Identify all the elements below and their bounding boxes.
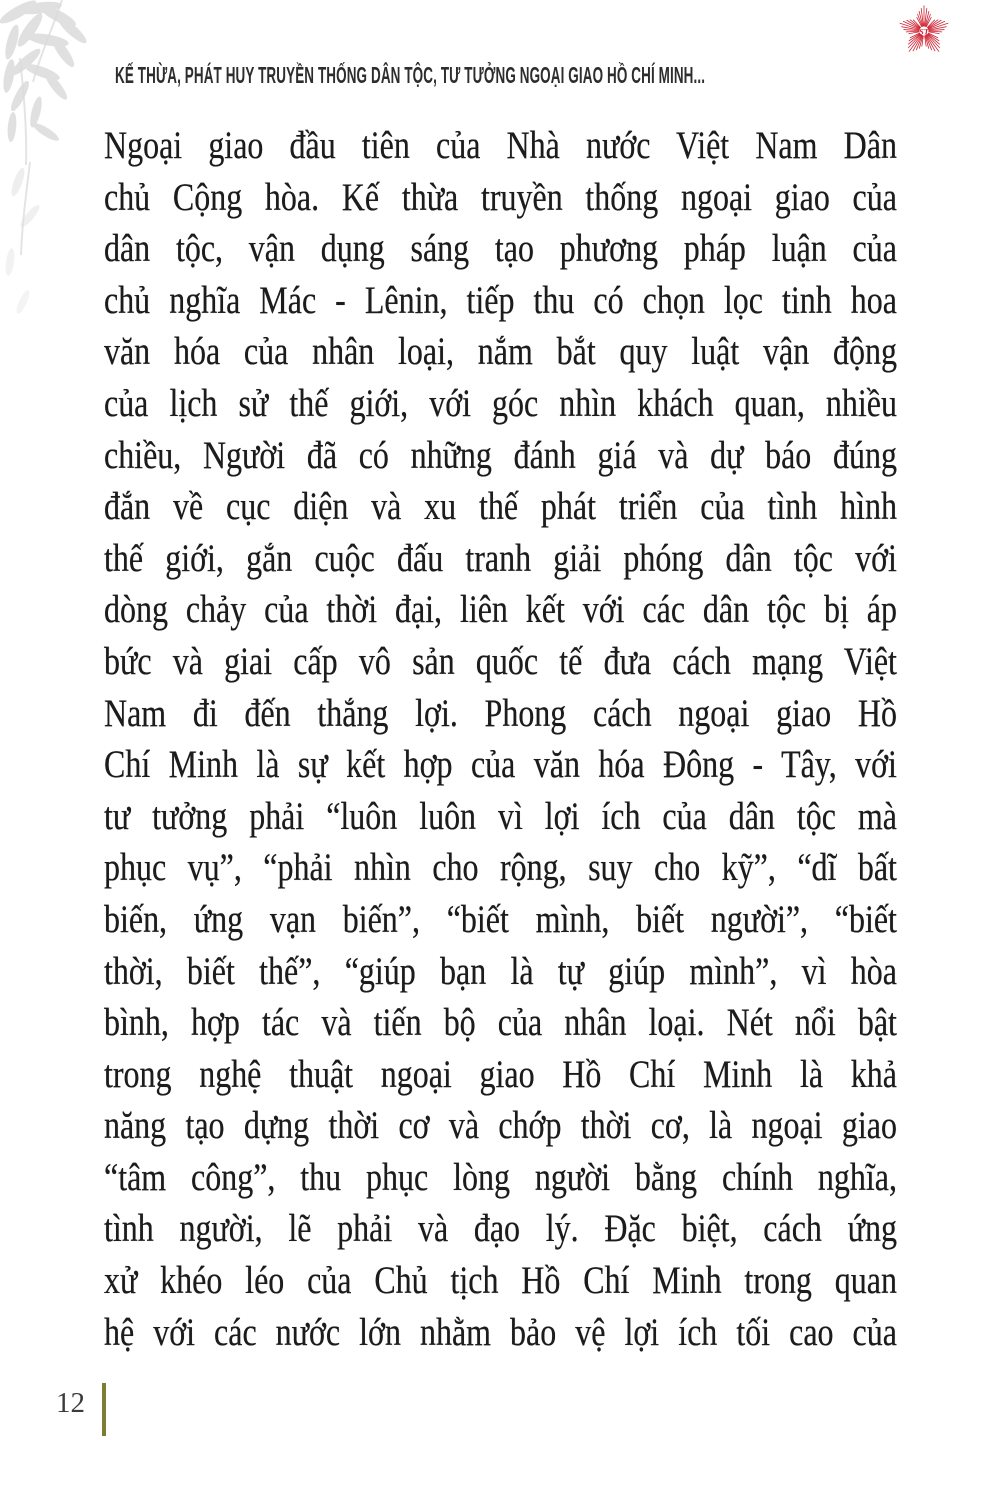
body-line: đắn về cục diện và xu thế phát triển của tình hình: [104, 485, 897, 529]
body-line: tình người, lẽ phải và đạo lý. Đặc biệt, cách ứng: [104, 1207, 897, 1251]
body-line: của lịch sử thế giới, với góc nhìn khách quan, nhiều: [104, 381, 897, 425]
body-line: chiều, Người đã có những đánh giá và dự báo đúng: [104, 433, 897, 477]
running-header-title: KẾ THỪA, PHÁT HUY TRUYỀN THỐNG DÂN TỘC, TƯ TƯỞNG NGOẠI GIAO HỒ CHÍ MINH...: [115, 62, 706, 88]
body-line: Ngoại giao đầu tiên của Nhà nước Việt Nam Dân: [104, 124, 897, 167]
body-line: phục vụ”, “phải nhìn cho rộng, suy cho kỹ”, “dĩ bất: [104, 846, 897, 890]
body-line: dòng chảy của thời đại, liên kết với các dân tộc bị áp: [104, 588, 897, 632]
body-line: trong nghệ thuật ngoại giao Hồ Chí Minh là khả: [104, 1052, 897, 1096]
body-line: bức và giai cấp vô sản quốc tế đưa cách mạng Việt: [104, 639, 897, 683]
svg-text:ST: ST: [919, 27, 929, 37]
body-text: [104, 120, 897, 1358]
body-line: bình, hợp tác và tiến bộ của nhân loại. Nét nổi bật: [104, 1001, 897, 1045]
body-line: năng tạo dựng thời cơ và chớp thời cơ, là ngoại giao: [104, 1104, 897, 1148]
body-line: Nam đi đến thắng lợi. Phong cách ngoại giao Hồ: [104, 691, 897, 735]
body-line: chủ Cộng hòa. Kế thừa truyền thống ngoại giao của: [104, 175, 897, 219]
publisher-starburst-logo-icon: [896, 2, 952, 60]
bamboo-leaves-icon: [0, 0, 112, 340]
folio-divider-rule: [102, 1383, 106, 1436]
body-line: xử khéo léo của Chủ tịch Hồ Chí Minh trong quan: [104, 1259, 897, 1303]
body-line: văn hóa của nhân loại, nắm bắt quy luật vận động: [104, 330, 897, 374]
body-line: thời, biết thế”, “giúp bạn là tự giúp mình”, vì hòa: [104, 949, 897, 993]
body-line: tư tưởng phải “luôn luôn vì lợi ích của dân tộc mà: [104, 794, 897, 838]
body-line: Chí Minh là sự kết hợp của văn hóa Đông - Tây, với: [104, 743, 897, 787]
body-line: biến, ứng vạn biến”, “biết mình, biết người”, “biết: [104, 897, 897, 941]
body-line: chủ nghĩa Mác - Lênin, tiếp thu có chọn lọc tinh hoa: [104, 278, 897, 322]
body-line: thế giới, gắn cuộc đấu tranh giải phóng dân tộc với: [104, 536, 897, 580]
body-line: hệ với các nước lớn nhằm bảo vệ lợi ích tối cao của: [104, 1310, 897, 1354]
page-number: 12: [56, 1387, 85, 1419]
body-line: dân tộc, vận dụng sáng tạo phương pháp luận của: [104, 227, 897, 271]
body-line: “tâm công”, thu phục lòng người bằng chính nghĩa,: [104, 1155, 897, 1199]
